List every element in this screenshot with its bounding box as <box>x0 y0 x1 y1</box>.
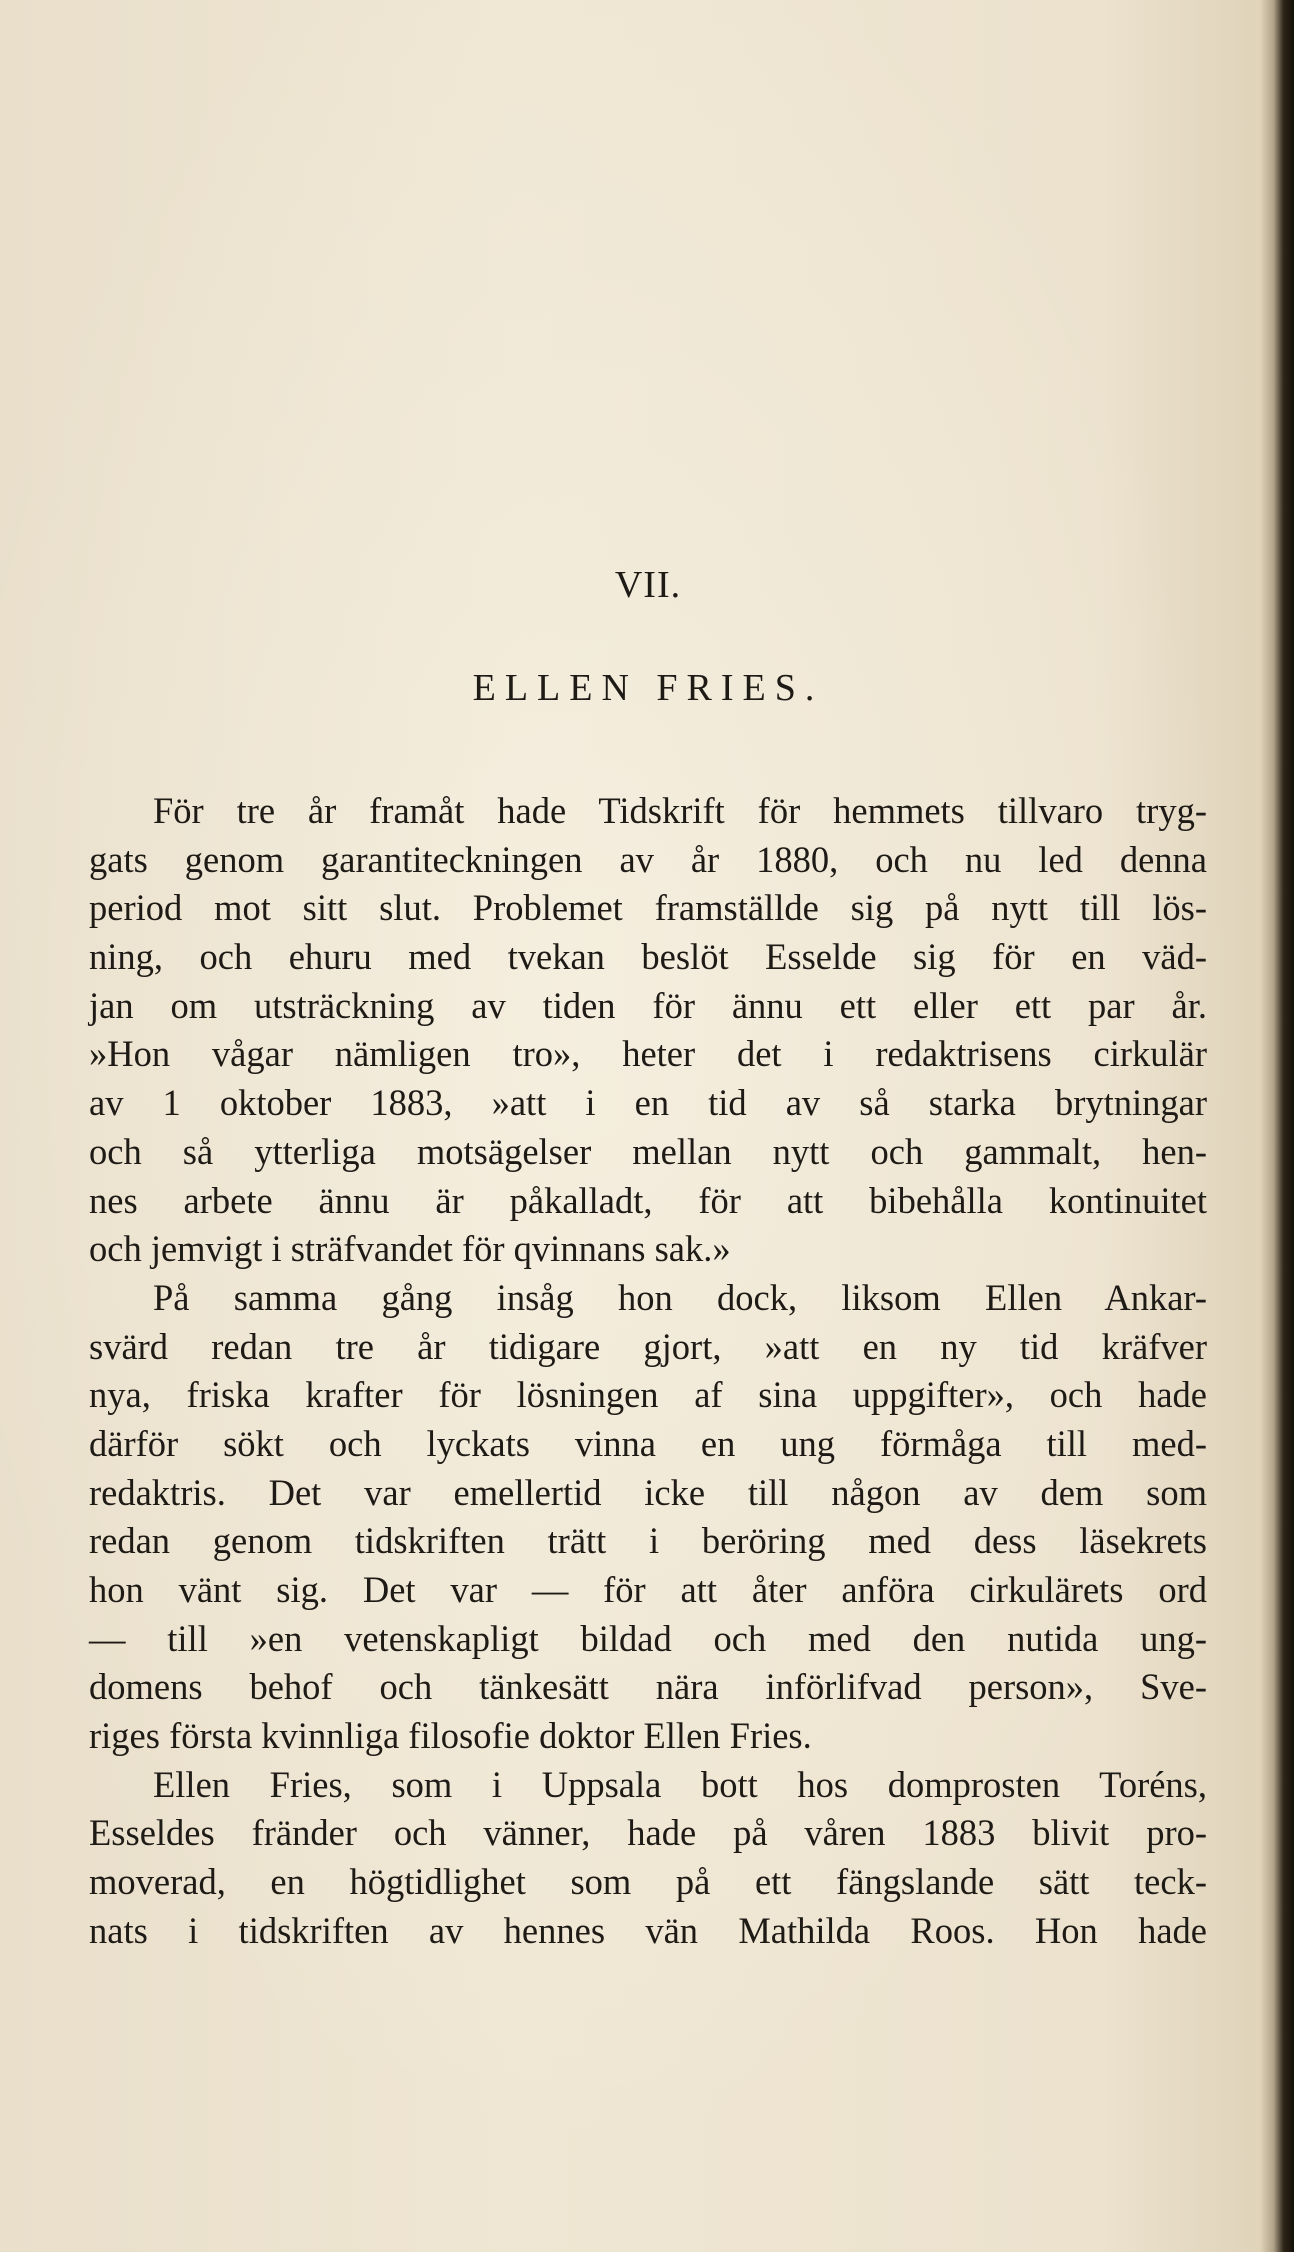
text-line: gats genom garantiteckningen av år 1880, och nu led denna <box>89 838 1207 880</box>
text-line: domens behof och tänkesätt nära införlifvad person», Sve- <box>89 1666 1207 1708</box>
page-gutter-shadow <box>1260 0 1294 2252</box>
text-line: därför sökt och lyckats vinna en ung förmåga till med- <box>89 1422 1207 1464</box>
text-line: På samma gång insåg hon dock, liksom Ellen Ankar- <box>153 1276 1207 1318</box>
chapter-title: ELLEN FRIES. <box>472 667 824 709</box>
text-line: nats i tidskriften av hennes vän Mathilda Roos. Hon hade <box>89 1909 1207 1951</box>
body-text <box>89 787 1207 1956</box>
text-line: svärd redan tre år tidigare gjort, »att en ny tid kräfver <box>89 1325 1207 1367</box>
text-line: Esseldes fränder och vänner, hade på våren 1883 blivit pro- <box>89 1812 1207 1854</box>
text-line: jan om utsträckning av tiden för ännu ett eller ett par år. <box>89 984 1207 1026</box>
text-line: redan genom tidskriften trätt i beröring med dess läsekrets <box>89 1520 1207 1562</box>
text-line: »Hon vågar nämligen tro», heter det i redaktrisens cirkulär <box>89 1033 1207 1075</box>
text-line: och så ytterliga motsägelser mellan nytt och gammalt, hen- <box>89 1130 1207 1172</box>
text-line: nya, friska krafter för lösningen af sina uppgifter», och hade <box>89 1374 1207 1416</box>
text-line: ning, och ehuru med tvekan beslöt Esselde sig för en väd- <box>89 936 1207 978</box>
text-line: För tre år framåt hade Tidskrift för hemmets tillvaro tryg- <box>153 790 1207 831</box>
text-line: nes arbete ännu är påkalladt, för att bibehålla kontinuitet <box>89 1179 1207 1221</box>
text-line: och jemvigt i sträfvandet för qvinnans sak.» <box>89 1228 731 1270</box>
chapter-number: VII. <box>614 564 682 606</box>
text-line: Ellen Fries, som i Uppsala bott hos domprosten Toréns, <box>153 1763 1207 1805</box>
text-line: riges första kvinnliga filosofie doktor Ellen Fries. <box>89 1715 812 1757</box>
text-line: redaktris. Det var emellertid icke till någon av dem som <box>89 1471 1207 1513</box>
text-line: period mot sitt slut. Problemet framställde sig på nytt till lös- <box>89 887 1207 929</box>
text-line: hon vänt sig. Det var — för att åter anföra cirkulärets ord <box>89 1569 1207 1610</box>
text-line: — till »en vetenskapligt bildad och med den nutida ung- <box>89 1617 1207 1659</box>
text-line: moverad, en högtidlighet som på ett fängslande sätt teck- <box>89 1861 1207 1903</box>
text-line: av 1 oktober 1883, »att i en tid av så starka brytningar <box>89 1082 1207 1124</box>
